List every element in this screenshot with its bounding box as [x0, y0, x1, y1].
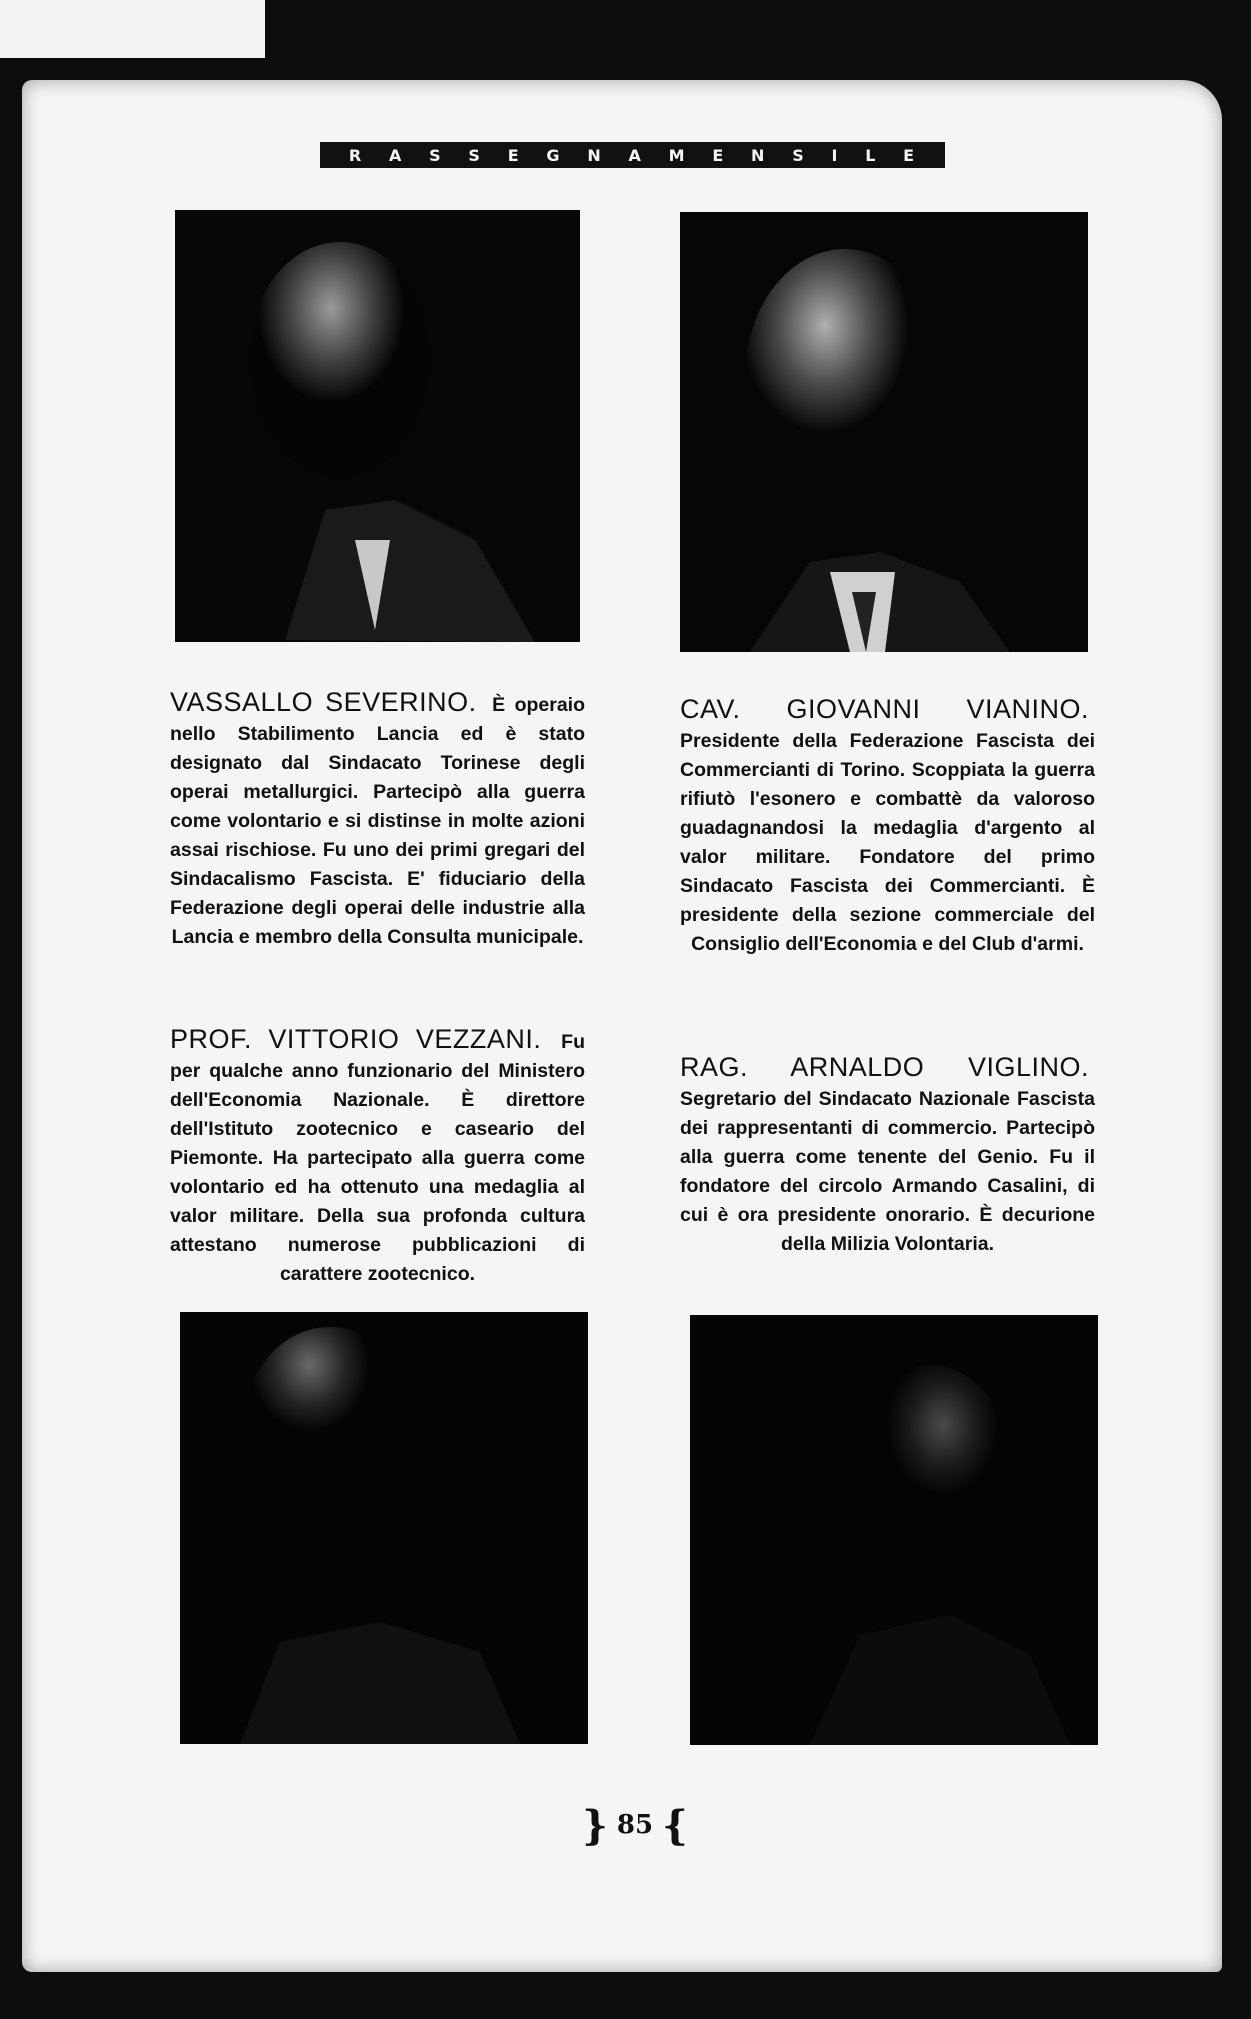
header-letter: S [429, 145, 443, 165]
page-number [580, 1802, 690, 1849]
caption-body: Segretario del Sindacato Nazionale Fascista dei rappresentanti di commercio. Partecipò alla guerra come tenente del Genio. Fu il fondatore del circolo Armando Casalini, di cui è ora presidente onorario. È decurione della Milizia Volontaria. [680, 1088, 1095, 1255]
header-letter: N [751, 145, 767, 165]
header-letter: L [865, 145, 878, 165]
caption-vezzani [170, 1025, 585, 1289]
caption-name: VASSALLO SEVERINO. [170, 687, 477, 717]
caption-body: Presidente della Federazione Fascista dei Commercianti di Torino. Scoppiata la guerra rifiutò l'esonero e combattè da valoroso guadagnandosi la medaglia d'argento al valor militare. Fondatore del primo Sindacato Fascista dei Commercianti. È presidente della sezione commerciale del Consiglio dell'Economia e del Club d'armi. [680, 730, 1095, 955]
page-bracket-left: } [582, 1802, 608, 1849]
header-letter: E [507, 145, 521, 165]
scan-edge-strip [0, 0, 265, 58]
header-letter: S [792, 145, 806, 165]
page-number-value: 85 [616, 1810, 654, 1840]
portrait-vianino [680, 212, 1088, 652]
header-letter: A [628, 145, 643, 165]
page-bracket-right: { [662, 1802, 688, 1849]
header-letter: I [831, 145, 840, 165]
header-letter: S [468, 145, 482, 165]
header-letter: M [668, 145, 687, 165]
portrait-vezzani [180, 1312, 588, 1744]
portrait-viglino [690, 1315, 1098, 1745]
caption-body: È operaio nello Stabilimento Lancia ed è stato designato dal Sindacato Torinese degli operai metallurgici. Partecipò alla guerra come volontario e si distinse in molte azioni assai rischiose. Fu uno dei primi gregari del Sindacalismo Fascista. E' fiduciario della Federazione degli operai delle industrie alla Lancia e membro della Consulta municipale. [170, 694, 585, 948]
header-letter: E [712, 145, 726, 165]
portrait-vassallo [175, 210, 580, 642]
caption-body: Fu per qualche anno funzionario del Ministero dell'Economia Nazionale. È direttore dell'Istituto zootecnico e caseario del Piemonte. Ha partecipato alla guerra come volontario ed ha ottenuto una medaglia al valor militare. Della sua profonda cultura attestano numerose pubblicazioni di carattere zootecnico. [170, 1031, 585, 1285]
caption-vianino [680, 695, 1095, 959]
header-letter: A [388, 145, 404, 165]
caption-name: RAG. ARNALDO VIGLINO. [680, 1052, 1089, 1082]
caption-name: CAV. GIOVANNI VIANINO. [680, 694, 1089, 724]
header-letter: E [903, 145, 917, 165]
caption-vassallo [170, 688, 585, 952]
header-letter: R [348, 145, 364, 165]
header-letter: G [546, 145, 562, 165]
running-header [320, 142, 945, 168]
header-letter: N [587, 145, 603, 165]
caption-name: PROF. VITTORIO VEZZANI. [170, 1024, 542, 1054]
caption-viglino [680, 1053, 1095, 1259]
